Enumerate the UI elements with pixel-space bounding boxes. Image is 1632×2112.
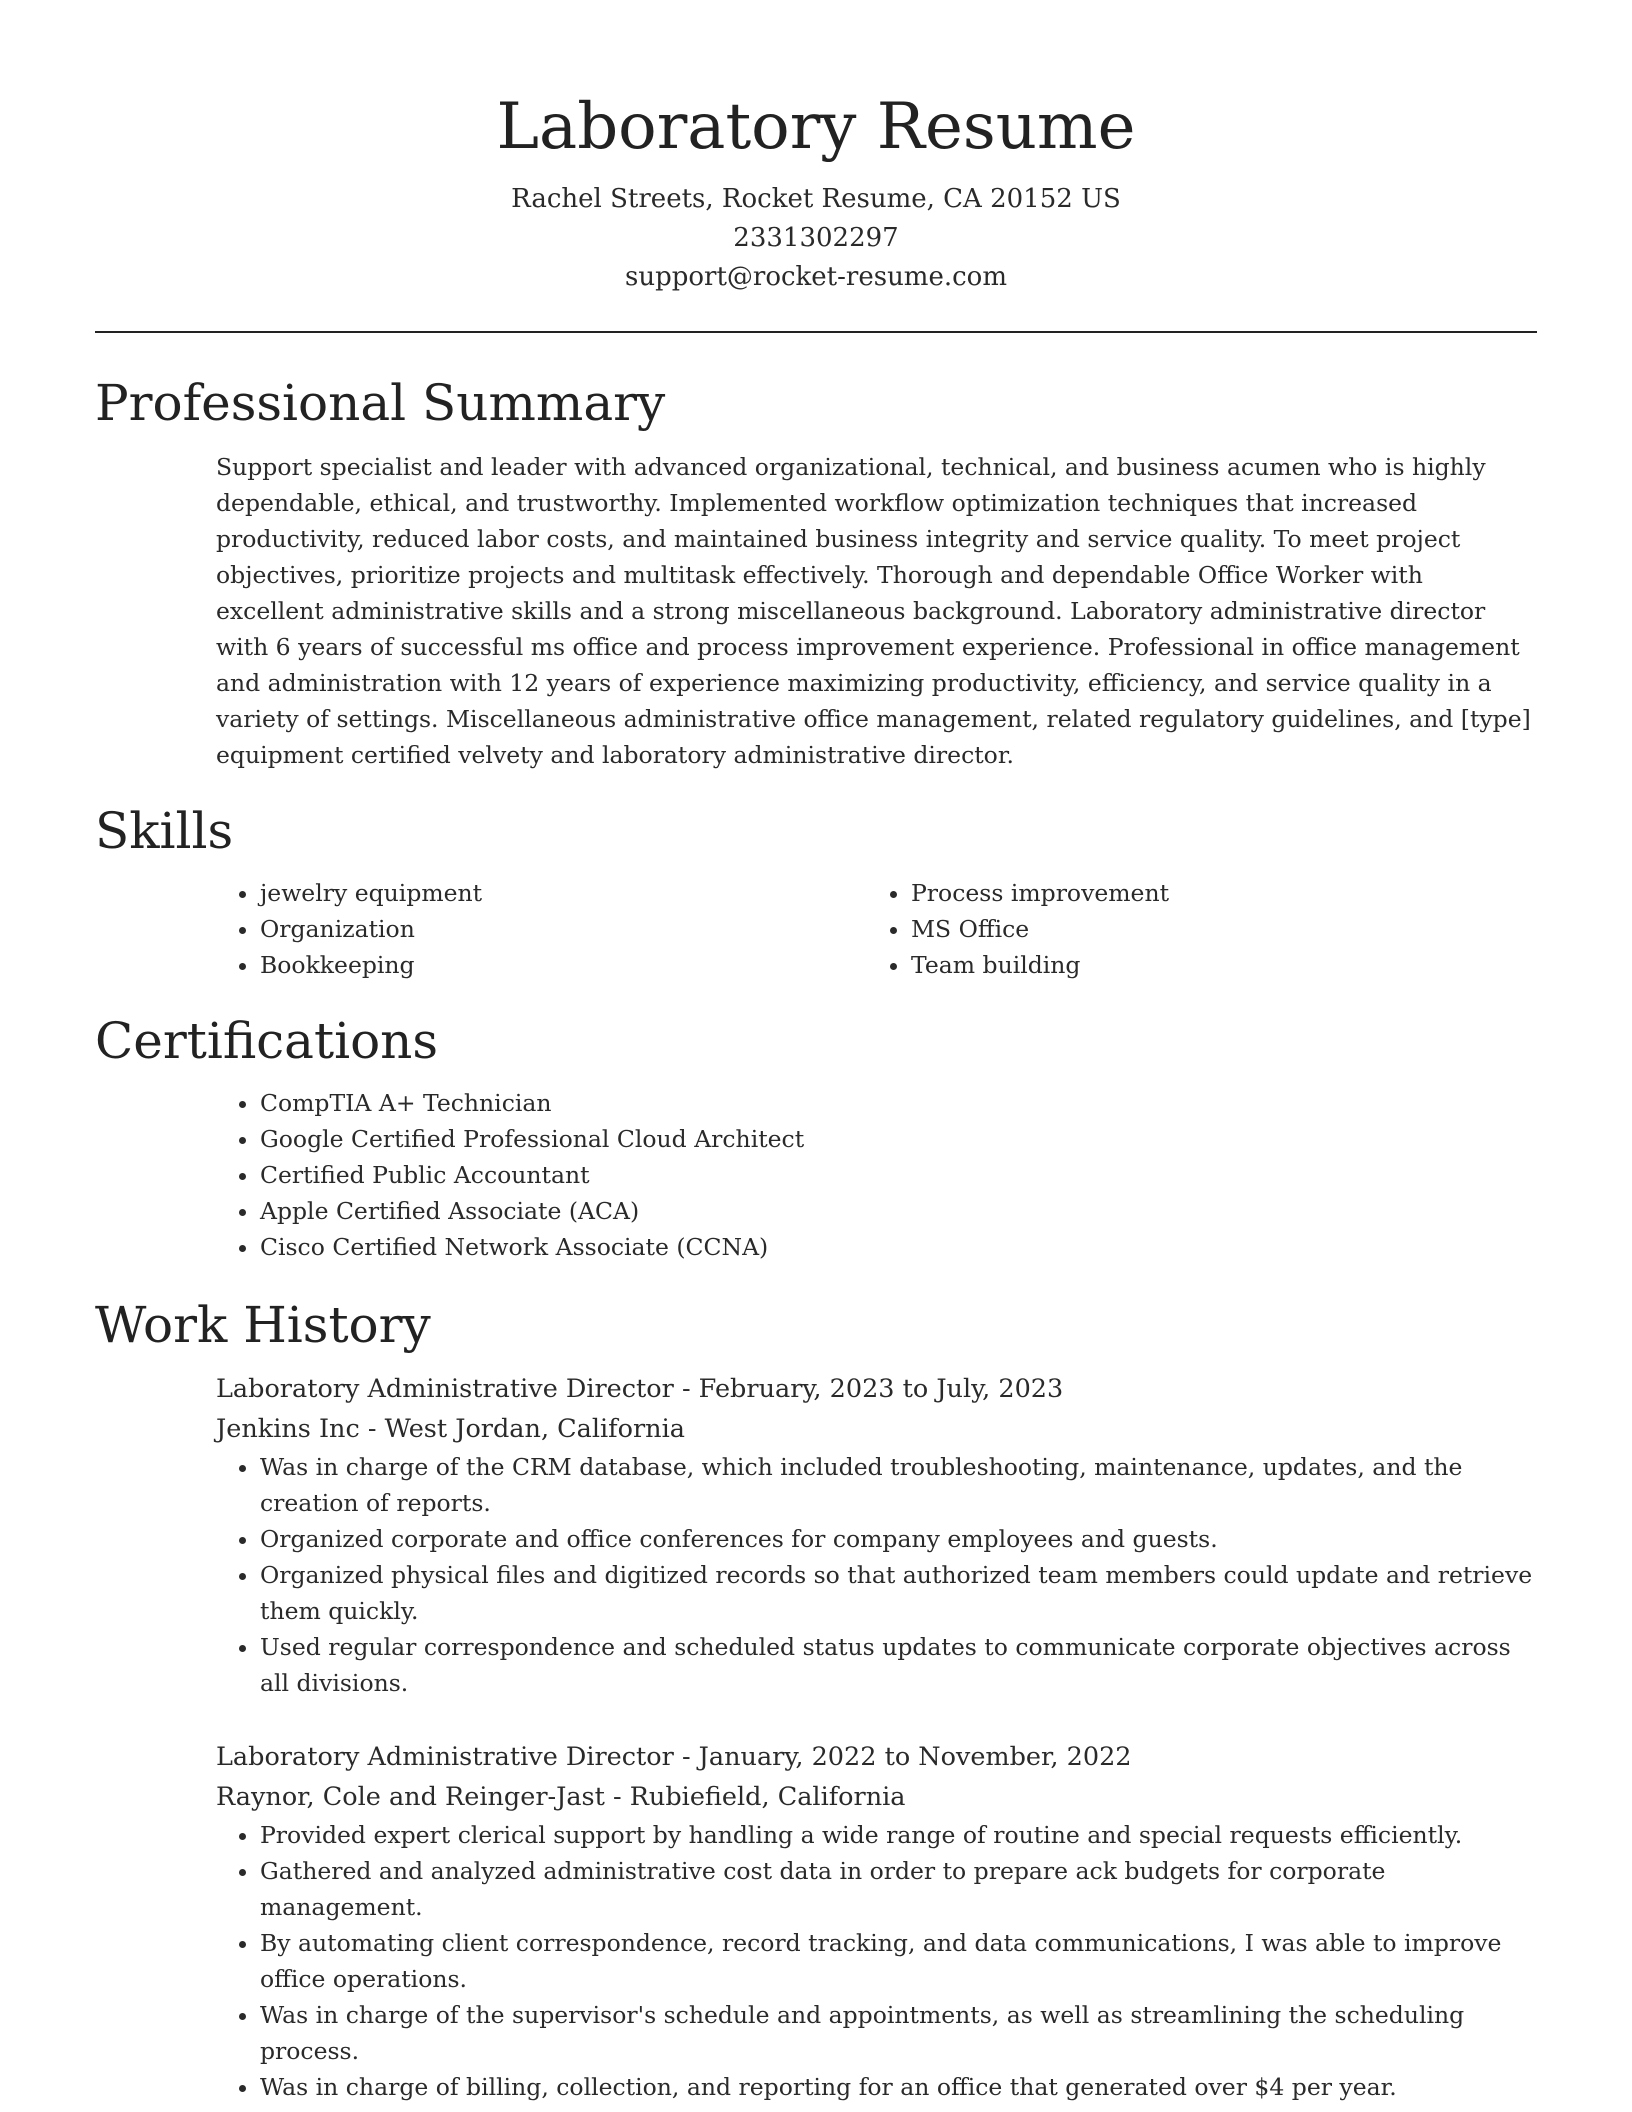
skills-section xyxy=(95,799,1537,983)
work-history-heading: Work History xyxy=(95,1296,431,1354)
skill-item: • jewelry equipment xyxy=(260,875,867,911)
header-divider xyxy=(95,331,1537,333)
skills-list-left xyxy=(216,875,867,983)
certification-item: • CompTIA A+ Technician xyxy=(260,1085,1537,1121)
job-duty-item: • Was in charge of the CRM database, which included troubleshooting, maintenance, updates, and the creation of reports. xyxy=(260,1449,1537,1521)
job-title-line: Laboratory Administrative Director - January, 2022 to November, 2022 xyxy=(216,1742,1132,1772)
certification-item: • Cisco Certified Network Associate (CCNA) xyxy=(260,1229,1537,1265)
skill-item: • MS Office xyxy=(911,911,1518,947)
job-entry xyxy=(216,1369,1537,1701)
certifications-list-wrap xyxy=(216,1085,1537,1265)
skill-item: • Process improvement xyxy=(911,875,1518,911)
job-company-line: Jenkins Inc - West Jordan, California xyxy=(216,1414,685,1444)
certifications-list xyxy=(216,1085,1537,1265)
contact-email: support@rocket-resume.com xyxy=(624,262,1007,292)
contact-address: Rachel Streets, Rocket Resume, CA 20152 US xyxy=(511,184,1121,214)
summary-heading: Professional Summary xyxy=(95,374,666,432)
resume-header xyxy=(95,0,1537,297)
certification-item: • Apple Certified Associate (ACA) xyxy=(260,1193,1537,1229)
certifications-section xyxy=(95,1009,1537,1265)
job-company-line: Raynor, Cole and Reinger-Jast - Rubiefield, California xyxy=(216,1782,906,1812)
skills-column-right xyxy=(867,875,1518,983)
job-duty-item: • Used regular correspondence and scheduled status updates to communicate corporate objectives across all divisions. xyxy=(260,1629,1537,1701)
job-duty-item: • Organized physical files and digitized records so that authorized team members could update and retrieve them quickly. xyxy=(260,1557,1537,1629)
job-duties-list xyxy=(216,1817,1537,2105)
job-entry xyxy=(216,1737,1537,2105)
job-duty-item: • By automating client correspondence, record tracking, and data communications, I was able to improve office operations. xyxy=(260,1925,1537,1997)
page-title: Laboratory Resume xyxy=(496,90,1136,164)
skills-columns xyxy=(216,875,1537,983)
skill-item: • Team building xyxy=(911,947,1518,983)
skills-heading: Skills xyxy=(95,802,234,860)
job-duties-list xyxy=(216,1449,1537,1701)
skill-item: • Bookkeeping xyxy=(260,947,867,983)
certifications-heading: Certifications xyxy=(95,1012,439,1070)
summary-section xyxy=(95,371,1537,773)
job-duty-item: • Provided expert clerical support by handling a wide range of routine and special requests efficiently. xyxy=(260,1817,1537,1853)
skill-item: • Organization xyxy=(260,911,867,947)
skills-list-right xyxy=(867,875,1518,983)
summary-text: Support specialist and leader with advanced organizational, technical, and business acumen who is highly dependable, ethical, and trustworthy. Implemented workflow optimization techniques that increased productivity, reduced labor costs, and maintained business integrity and service quality. To meet project objectives, prioritize projects and multitask effectively. Thorough and dependable Office Worker with excellent administrative skills and a strong miscellaneous background. Laboratory administrative director with 6 years of successful ms office and process improvement experience. Professional in office management and administration with 12 years of experience maximizing productivity, efficiency, and service quality in a variety of settings. Miscellaneous administrative office management, related regulatory guidelines, and [type] equipment certified velvety and laboratory administrative director. xyxy=(216,453,1531,769)
job-duty-item: • Was in charge of billing, collection, and reporting for an office that generated over $4 per year. xyxy=(260,2069,1537,2105)
job-duty-item: • Was in charge of the supervisor's schedule and appointments, as well as streamlining the scheduling process. xyxy=(260,1997,1537,2069)
contact-block xyxy=(95,180,1537,297)
certification-item: • Certified Public Accountant xyxy=(260,1157,1537,1193)
job-duty-item: • Gathered and analyzed administrative cost data in order to prepare ack budgets for corporate management. xyxy=(260,1853,1537,1925)
job-title-line: Laboratory Administrative Director - February, 2023 to July, 2023 xyxy=(216,1374,1064,1404)
skills-column-left xyxy=(216,875,867,983)
certification-item: • Google Certified Professional Cloud Architect xyxy=(260,1121,1537,1157)
job-duty-item: • Organized corporate and office conferences for company employees and guests. xyxy=(260,1521,1537,1557)
contact-phone: 2331302297 xyxy=(733,223,899,253)
work-history-section xyxy=(95,1293,1537,2105)
